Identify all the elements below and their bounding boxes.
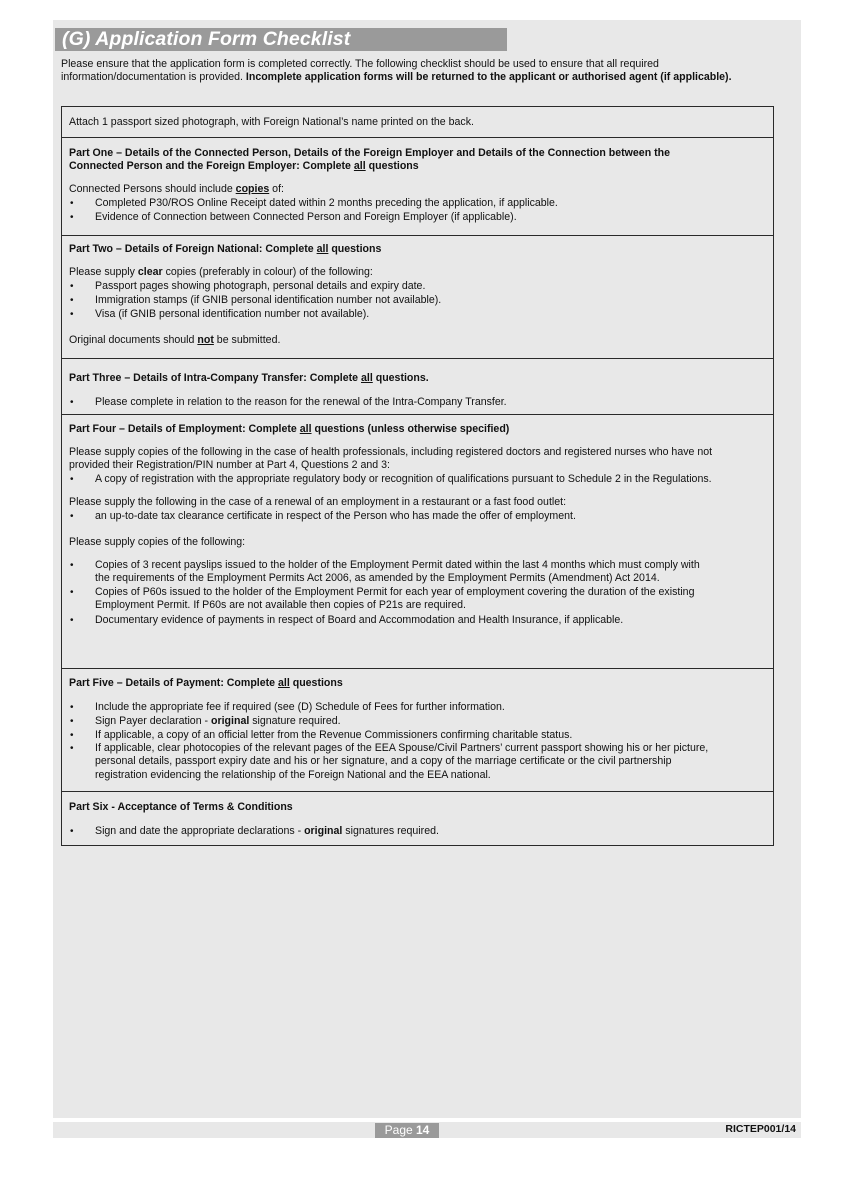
part-five-item-2-text: Sign Payer declaration -	[95, 715, 212, 727]
part-two-item-2: • Immigration stamps (if GNIB personal identification number not available).	[69, 294, 765, 307]
part-one-heading-all: all	[353, 160, 366, 173]
part-four-item-3-line-1: • Copies of 3 recent payslips issued to the holder of the Employment Permit dated within the last 4 months which must comply with	[95, 559, 700, 571]
section-part-three	[62, 359, 773, 415]
part-four-heading-text: Part Four – Details of Employment: Complete	[69, 423, 300, 435]
part-two-heading-text: Part Two – Details of Foreign National: Complete	[69, 243, 317, 255]
part-five-item-4	[69, 742, 765, 782]
part-four-para-2: Please supply the following in the case of a renewal of an employment in a restaurant or a fast food outlet:	[69, 496, 567, 508]
page-number-value: 14	[416, 1123, 430, 1137]
part-six-item-1	[69, 825, 765, 838]
part-four-heading-all: all	[299, 423, 312, 435]
part-four-item-4-line-1: • Copies of P60s issued to the holder of the Employment Permit for each year of employment covering the duration of the existing	[95, 586, 695, 598]
part-two-note-not: not	[197, 334, 214, 346]
part-five-item-4-line-3: registration evidencing the relationship of the Foreign National and the EEA national.	[95, 768, 491, 781]
part-one-item-1: • Completed P30/ROS Online Receipt dated within 2 months preceding the application, if applicable.	[69, 197, 765, 210]
part-two-note-suffix: be submitted.	[213, 334, 281, 346]
intro-paragraph	[61, 58, 799, 84]
section-part-two	[62, 236, 773, 359]
part-two-item-3: • Visa (if GNIB personal identification number not available).	[69, 308, 765, 321]
part-four-item-5: • Documentary evidence of payments in respect of Board and Accommodation and Health Insurance, if applicable.	[69, 614, 765, 627]
part-five-item-3: • If applicable, a copy of an official letter from the Revenue Commissioners confirming charitable status.	[69, 729, 765, 742]
part-four-para-1-line-1: Please supply copies of the following in the case of health professionals, including registered doctors and registered nurses who have not	[69, 446, 713, 458]
part-one-heading-text: Connected Person and the Foreign Employer: Complete	[69, 160, 354, 173]
page-number	[375, 1123, 439, 1138]
part-five-item-2	[69, 715, 765, 728]
section-photo	[62, 107, 773, 138]
intro-line-2-text: information/documentation is provided.	[61, 71, 246, 83]
part-two-heading-all: all	[316, 243, 329, 255]
part-two-heading-suffix: questions	[328, 243, 382, 255]
part-one-heading-line-2	[69, 160, 765, 173]
part-four-item-1: • A copy of registration with the appropriate regulatory body or recognition of qualifications pursuant to Schedule 2 in the Regulations.	[69, 473, 765, 486]
part-six-item-1-original: original	[304, 825, 343, 837]
part-four-heading-suffix: questions (unless otherwise specified)	[311, 423, 510, 435]
part-three-heading-suffix: questions.	[372, 372, 429, 384]
part-two-note-text: Original documents should	[69, 334, 198, 346]
section-part-five	[62, 669, 773, 792]
part-one-intro	[69, 183, 765, 196]
part-one-heading-suffix: questions	[365, 160, 419, 173]
section-part-six	[62, 792, 773, 847]
part-three-heading-all: all	[361, 372, 373, 384]
part-two-item-1: • Passport pages showing photograph, personal details and expiry date.	[69, 280, 765, 293]
part-one-intro-text: Connected Persons should include	[69, 183, 236, 195]
part-four-item-4-line-2: Employment Permit. If P60s are not available then copies of P21s are required.	[95, 599, 466, 612]
document-reference: RICTEP001/14	[725, 1123, 796, 1135]
part-five-heading	[69, 677, 765, 690]
part-one-item-2: • Evidence of Connection between Connected Person and Foreign Employer (if applicable).	[69, 211, 765, 224]
part-five-item-4-line-1: • If applicable, clear photocopies of the relevant pages of the EEA Spouse/Civil Partners’ current passport showing his or her picture,	[95, 742, 709, 754]
part-three-heading	[69, 372, 765, 385]
part-two-intro-clear: clear	[137, 266, 163, 278]
checklist-table	[61, 106, 774, 846]
intro-warning: Incomplete application forms will be returned to the applicant or authorised agent (if applicable).	[245, 71, 732, 83]
part-five-heading-all: all	[278, 677, 290, 689]
part-two-note	[69, 334, 765, 347]
part-four-para-1	[69, 446, 765, 473]
part-one-heading-line-1: Part One – Details of the Connected Person, Details of the Foreign Employer and Details of the Connection between the	[69, 147, 670, 159]
part-two-intro	[69, 266, 765, 279]
page-label: Page	[384, 1123, 416, 1137]
section-part-four	[62, 415, 773, 669]
part-four-para-3: Please supply copies of the following:	[69, 536, 246, 548]
part-five-heading-suffix: questions	[289, 677, 343, 689]
part-four-item-2: • an up-to-date tax clearance certificate in respect of the Person who has made the offer of employment.	[69, 510, 765, 523]
part-one-intro-suffix: of:	[269, 183, 284, 195]
part-one-heading	[69, 147, 765, 174]
part-six-item-1-text: Sign and date the appropriate declarations -	[95, 825, 305, 837]
photo-instruction: Attach 1 passport sized photograph, with Foreign National’s name printed on the back.	[69, 116, 474, 128]
part-five-item-2-suffix: signature required.	[249, 715, 341, 727]
part-four-item-3-line-2: the requirements of the Employment Permits Act 2006, as amended by the Employment Permits (Amendment) Act 2014.	[95, 572, 660, 585]
part-six-heading: Part Six - Acceptance of Terms & Conditions	[69, 801, 293, 813]
part-four-item-3	[69, 559, 765, 586]
part-four-para-1-line-2: provided their Registration/PIN number at Part 4, Questions 2 and 3:	[69, 459, 390, 472]
part-two-intro-text: Please supply	[69, 266, 138, 278]
part-six-item-1-suffix: signatures required.	[342, 825, 439, 837]
part-five-heading-text: Part Five – Details of Payment: Complete	[69, 677, 278, 689]
part-five-item-4-line-2: personal details, passport expiry date and his or her signature, and a copy of the marriage certificate or the civil partnership	[95, 755, 672, 768]
part-four-heading	[69, 423, 765, 436]
part-three-item-1: • Please complete in relation to the reason for the renewal of the Intra-Company Transfer.	[69, 396, 765, 409]
part-five-item-2-original: original	[211, 715, 250, 727]
part-five-item-1: • Include the appropriate fee if required (see (D) Schedule of Fees for further information.	[69, 701, 765, 714]
part-four-item-4	[69, 586, 765, 613]
part-two-intro-suffix: copies (preferably in colour) of the following:	[162, 266, 373, 278]
page-title: (G) Application Form Checklist	[62, 28, 351, 50]
part-two-heading	[69, 243, 765, 256]
intro-line-1: Please ensure that the application form is completed correctly. The following checklist should be used to ensure that all required	[61, 58, 659, 70]
part-three-heading-text: Part Three – Details of Intra-Company Transfer: Complete	[69, 372, 361, 384]
part-one-intro-copies: copies	[235, 183, 270, 195]
section-part-one	[62, 138, 773, 236]
intro-line-2	[61, 71, 799, 84]
